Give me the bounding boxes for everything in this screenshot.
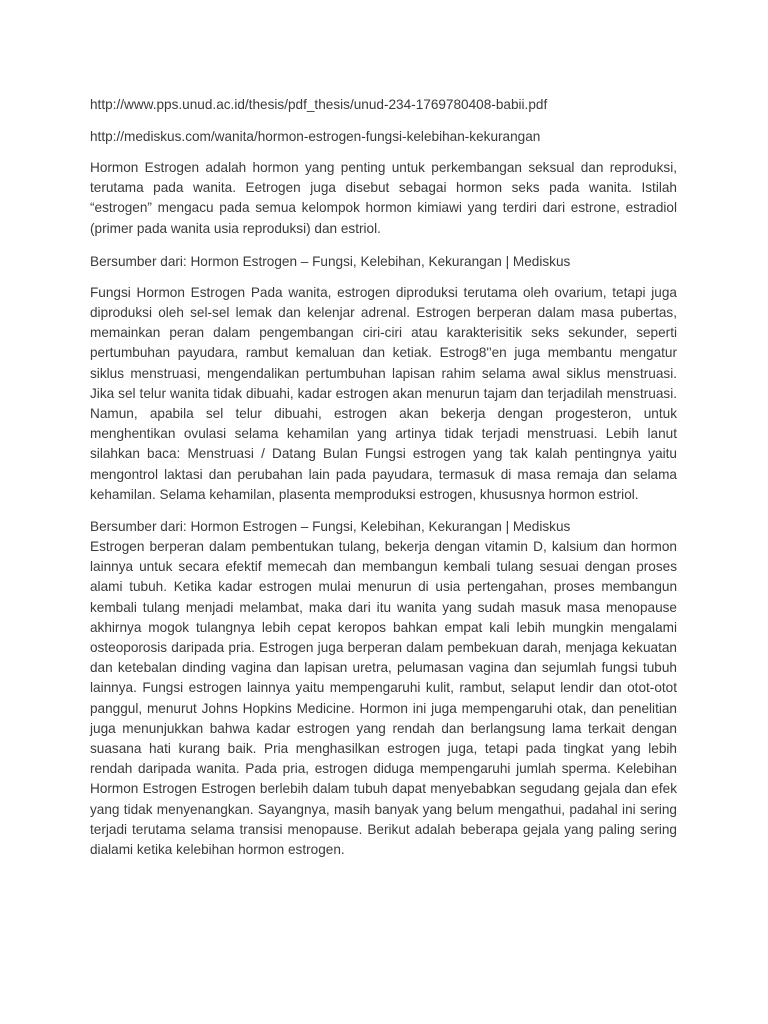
paragraph-estrogen-bones-excess: Estrogen berperan dalam pembentukan tulang, bekerja dengan vitamin D, kalsium dan hormon lainnya untuk secara efektif memecah dan membangun kembali tulang sesuai dengan proses alami tubuh. Ketika kadar estrogen mulai menurun di usia pertengahan, proses membangun kembali tulang menjadi melambat, maka dari itu wanita yang sudah masuk masa menopause akhirnya mogok tulangnya lebih cepat keropos bahkan empat kali lebih mungkin mengalami osteoporosis daripada pria. Estrogen juga berperan dalam pembekuan darah, menjaga kekuatan dan ketebalan dinding vagina dan lapisan uretra, pelumasan vagina dan sejumlah fungsi tubuh lainnya. Fungsi estrogen lainnya yaitu mempengaruhi kulit, rambut, selaput lendir dan otot-otot panggul, menurut Johns Hopkins Medicine. Hormon ini juga mempengaruhi otak, dan penelitian juga menunjukkan bahwa kadar estrogen yang rendah dan berlangsung lama terkait dengan suasana hati kurang baik. Pria menghasilkan estrogen juga, tetapi pada tingkat yang lebih rendah daripada wanita. Pada pria, estrogen diduga mempengaruhi jumlah sperma. Kelebihan Hormon Estrogen Estrogen berlebih dalam tubuh dapat menyebabkan segudang gejala dan efek yang tidak menyenangkan. Sayangnya, masih banyak yang belum mengathui, padahal ini sering terjadi terutama selama transisi menopause. Berikut adalah beberapa gejala yang paling sering dialami ketika kelebihan hormon estrogen. <box>90 539 677 858</box>
paragraph-estrogen-function: Fungsi Hormon Estrogen Pada wanita, estrogen diproduksi terutama oleh ovarium, tetapi juga diproduksi oleh sel-sel lemak dan kelenjar adrenal. Estrogen berperan dalam masa pubertas, memainkan peran dalam pengembangan ciri-ciri atau karakterisitik seks sekunder, seperti pertumbuhan payudara, rambut kemaluan dan ketiak. Estrog8''en juga membantu mengatur siklus menstruasi, mengendalikan pertumbuhan lapisan rahim selama awal siklus menstruasi. Jika sel telur wanita tidak dibuahi, kadar estrogen akan menurun tajam dan terjadilah menstruasi. Namun, apabila sel telur dibuahi, estrogen akan bekerja dengan progesteron, untuk menghentikan ovulasi selama kehamilan yang artinya tidak terjadi menstruasi. Lebih lanut silahkan baca: Menstruasi / Datang Bulan Fungsi estrogen yang tak kalah pentingnya yaitu mengontrol laktasi dan perubahan lain pada payudara, termasuk di masa remaja dan selama kehamilan. Selama kehamilan, plasenta memproduksi estrogen, khususnya hormon estriol. <box>90 284 677 502</box>
paragraph-estrogen-definition: Hormon Estrogen adalah hormon yang penting untuk perkembangan seksual dan reproduksi, terutama pada wanita. Eetrogen juga disebut sebagai hormon seks pada wanita. Istilah “estrogen” mengacu pada semua kelompok hormon kimiawi yang terdiri dari estrone, estradiol (primer pada wanita usia reproduksi) dan estriol. <box>90 160 677 236</box>
reference-link-1[interactable]: http://www.pps.unud.ac.id/thesis/pdf_thesis/unud-234-1769780408-babii.pdf <box>90 97 548 112</box>
reference-link-2[interactable]: http://mediskus.com/wanita/hormon-estrogen-fungsi-kelebihan-kekurangan <box>90 129 541 144</box>
source-citation-1: Bersumber dari: Hormon Estrogen – Fungsi, Kelebihan, Kekurangan | Mediskus <box>90 253 571 269</box>
source-citation-2: Bersumber dari: Hormon Estrogen – Fungsi, Kelebihan, Kekurangan | Mediskus <box>90 519 571 535</box>
document-page <box>90 94 677 860</box>
